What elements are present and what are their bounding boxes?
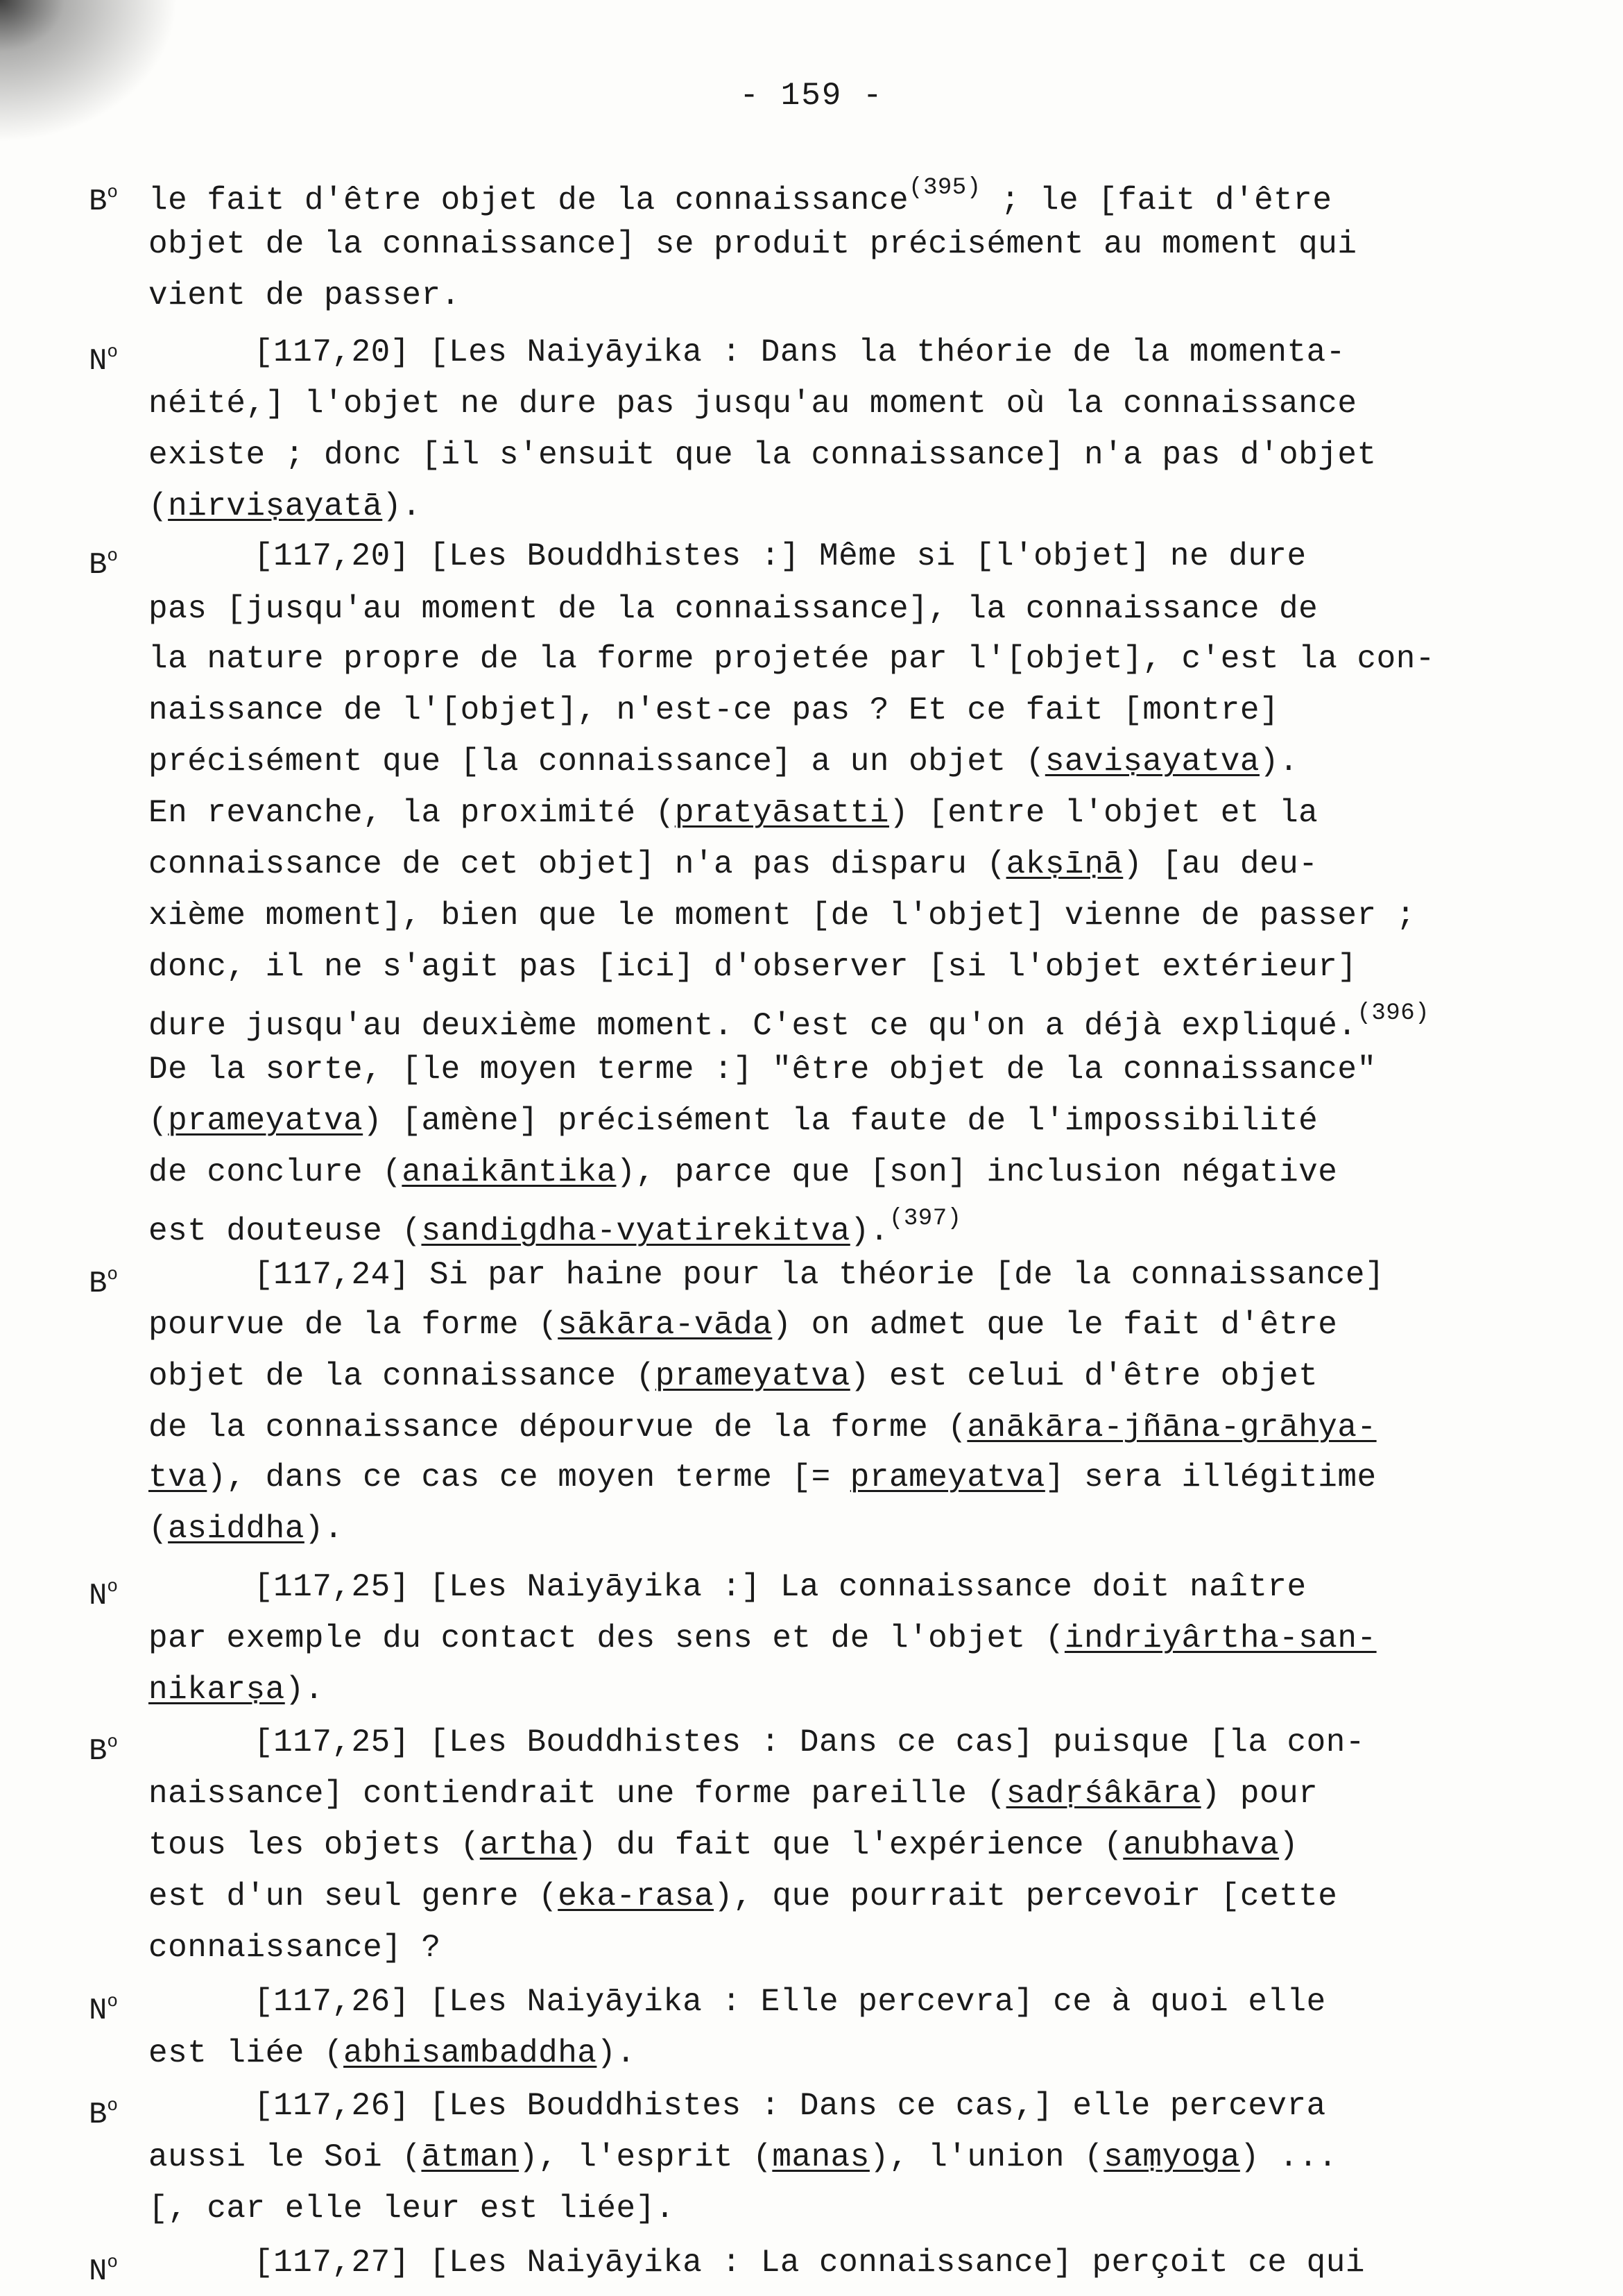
text-line (148, 386, 1357, 422)
text-run: ) [amène] précisément la faute de l'impossibilité (363, 1103, 1319, 1139)
text-run: par exemple du contact des sens et de l'objet ( (148, 1620, 1065, 1656)
speaker-marker: $B^o$ (89, 182, 119, 219)
sanskrit-term: prameyatva (168, 1103, 363, 1139)
text-run: donc, il ne s'agit pas [ici] d'observer [si l'objet extérieur] (148, 949, 1357, 985)
text-run: néité,] l'objet ne dure pas jusqu'au moment où la connaissance (148, 386, 1357, 422)
text-line (254, 2245, 1365, 2281)
text-run: ) [entre l'objet et la (888, 795, 1319, 831)
text-run: ) (1279, 1827, 1299, 1863)
text-run: ] sera illégitime (1045, 1459, 1377, 1496)
sanskrit-term: anubhava (1123, 1827, 1280, 1863)
text-line (148, 1000, 1429, 1044)
sanskrit-term: indriyârtha-san- (1064, 1620, 1377, 1656)
text-line (254, 1569, 1307, 1605)
text-run: [117,20] [Les Naiyāyika : Dans la théorie de la momenta- (254, 334, 1346, 370)
text-run: [117,25] [Les Naiyāyika :] La connaissance doit naître (254, 1569, 1307, 1605)
text-line (148, 1827, 1298, 1863)
text-run: ) [au deu- (1123, 846, 1319, 882)
text-line (148, 1103, 1318, 1139)
text-line (148, 1672, 324, 1708)
text-run: tous les objets ( (148, 1827, 480, 1863)
text-line (254, 334, 1346, 370)
text-run: ; le [fait d'être (981, 182, 1332, 219)
page-number: - 159 - (739, 78, 884, 114)
sanskrit-term: pratyāsatti (674, 795, 889, 831)
sanskrit-term: nikarṣa (148, 1672, 285, 1708)
sanskrit-term: eka-rasa (558, 1878, 714, 1914)
sanskrit-term: prameyatva (850, 1459, 1045, 1496)
text-run: connaissance de cet objet] n'a pas disparu ( (148, 846, 1006, 882)
text-line (148, 949, 1357, 985)
text-run: dure jusqu'au deuxième moment. C'est ce qu'on a déjà expliqué. (148, 1008, 1357, 1044)
text-run: de la connaissance dépourvue de la forme ( (148, 1410, 968, 1446)
text-line (148, 846, 1318, 882)
text-line (148, 2191, 675, 2227)
footnote-ref: (396) (1357, 1000, 1430, 1027)
sanskrit-term: sākāra-vāda (558, 1307, 773, 1343)
text-run: le fait d'être objet de la connaissance (148, 182, 909, 219)
text-run: la nature propre de la forme projetée par l'[objet], c'est la con- (148, 641, 1435, 677)
text-line (148, 1511, 343, 1547)
text-run: ( (148, 488, 169, 524)
text-run: est douteuse ( (148, 1213, 422, 1249)
text-line (148, 226, 1357, 262)
text-line (148, 1052, 1377, 1088)
speaker-marker: $B^o$ (89, 1264, 119, 1301)
speaker-marker: $B^o$ (89, 545, 119, 583)
text-run: ) on admet que le fait d'être (772, 1307, 1338, 1343)
text-line (148, 795, 1318, 831)
text-line (148, 277, 461, 314)
text-run: connaissance] ? (148, 1930, 441, 1966)
text-run: ( (148, 1103, 169, 1139)
text-run: ). (850, 1213, 889, 1249)
text-run: ) ... (1239, 2139, 1338, 2175)
text-run: objet de la connaissance] se produit précisément au moment qui (148, 226, 1357, 262)
speaker-marker: $B^o$ (89, 2095, 119, 2132)
sanskrit-term: anaikāntika (402, 1154, 617, 1190)
text-run: de conclure ( (148, 1154, 402, 1190)
text-line (254, 1984, 1326, 2020)
text-run: [117,26] [Les Naiyāyika : Elle percevra] ce à quoi elle (254, 1984, 1326, 2020)
text-run: ), l'esprit ( (519, 2139, 773, 2175)
sanskrit-term: akṣīṇā (1006, 846, 1124, 882)
text-line (148, 641, 1435, 677)
text-run: pas [jusqu'au moment de la connaissance], la connaissance de (148, 591, 1319, 627)
text-run: ). (1259, 744, 1299, 780)
speaker-marker: $N^o$ (89, 1991, 119, 2028)
text-line (254, 1257, 1384, 1293)
text-run: vient de passer. (148, 277, 461, 314)
text-run: [117,26] [Les Bouddhistes : Dans ce cas,] elle percevra (254, 2088, 1326, 2124)
text-run: ). (304, 1511, 344, 1547)
sanskrit-term: tva (148, 1459, 207, 1496)
text-run: est d'un seul genre ( (148, 1878, 558, 1914)
text-line (148, 1930, 441, 1966)
text-line (148, 1154, 1337, 1190)
text-line (254, 2088, 1326, 2124)
text-run: xième moment], bien que le moment [de l'objet] vienne de passer ; (148, 898, 1416, 934)
text-run: aussi le Soi ( (148, 2139, 422, 2175)
text-run: ) du fait que l'expérience ( (577, 1827, 1124, 1863)
speaker-marker: $N^o$ (89, 2252, 119, 2289)
speaker-marker: $N^o$ (89, 1576, 119, 1613)
text-line (148, 898, 1416, 934)
speaker-marker: $B^o$ (89, 1731, 119, 1769)
sanskrit-term: abhisambaddha (343, 2035, 597, 2071)
text-run: objet de la connaissance ( (148, 1358, 655, 1394)
sanskrit-term: prameyatva (655, 1358, 850, 1394)
sanskrit-term: manas (772, 2139, 870, 2175)
text-line (148, 437, 1377, 473)
text-run: ) pour (1201, 1776, 1319, 1812)
text-line (148, 1307, 1337, 1343)
text-run: De la sorte, [le moyen terme :] "être objet de la connaissance" (148, 1052, 1377, 1088)
text-run: ), dans ce cas ce moyen terme [= (207, 1459, 850, 1496)
text-run: pourvue de la forme ( (148, 1307, 558, 1343)
text-line (148, 744, 1298, 780)
sanskrit-term: sadṛśâkāra (1006, 1776, 1201, 1812)
text-run: [117,24] Si par haine pour la théorie [de la connaissance] (254, 1257, 1385, 1293)
text-line (148, 1358, 1318, 1394)
text-run: ), que pourrait percevoir [cette (714, 1878, 1338, 1914)
text-run: ( (148, 1511, 169, 1547)
text-line (254, 538, 1307, 574)
text-run: [117,25] [Les Bouddhistes : Dans ce cas] puisque [la con- (254, 1724, 1365, 1760)
footnote-ref: (395) (909, 175, 981, 201)
text-run: naissance] contiendrait une forme pareille ( (148, 1776, 1006, 1812)
text-line (148, 1206, 962, 1249)
text-line (148, 2139, 1337, 2175)
text-run: ) est celui d'être objet (850, 1358, 1319, 1394)
footnote-ref: (397) (889, 1206, 962, 1232)
text-line (148, 1459, 1377, 1496)
text-run: précisément que [la connaissance] a un objet ( (148, 744, 1045, 780)
text-run: naissance de l'[objet], n'est-ce pas ? Et ce fait [montre] (148, 692, 1280, 728)
sanskrit-term: anākāra-jñāna-grāhya- (967, 1410, 1377, 1446)
text-line (148, 591, 1318, 627)
text-line (148, 2035, 636, 2071)
text-line (254, 1724, 1365, 1760)
text-run: existe ; donc [il s'ensuit que la connaissance] n'a pas d'objet (148, 437, 1377, 473)
text-run: En revanche, la proximité ( (148, 795, 675, 831)
text-run: est liée ( (148, 2035, 344, 2071)
text-run: [, car elle leur est liée]. (148, 2191, 675, 2227)
text-line (148, 1878, 1337, 1914)
text-run: ). (596, 2035, 636, 2071)
text-line (148, 175, 1332, 219)
sanskrit-term: sandigdha-vyatirekitva (421, 1213, 850, 1249)
sanskrit-term: nirviṣayatā (168, 488, 383, 524)
text-run: ), l'union ( (869, 2139, 1104, 2175)
text-run: [117,27] [Les Naiyāyika : La connaissance] perçoit ce qui (254, 2245, 1365, 2281)
text-run: ). (382, 488, 422, 524)
text-run: ). (284, 1672, 324, 1708)
text-run: ), parce que [son] inclusion négative (616, 1154, 1338, 1190)
text-line (148, 1620, 1377, 1656)
sanskrit-term: saviṣayatva (1045, 744, 1260, 780)
sanskrit-term: saṃyoga (1104, 2139, 1240, 2175)
text-line (148, 692, 1279, 728)
sanskrit-term: ātman (421, 2139, 519, 2175)
text-line (148, 1410, 1377, 1446)
text-line (148, 488, 421, 524)
sanskrit-term: asiddha (168, 1511, 304, 1547)
sanskrit-term: artha (479, 1827, 578, 1863)
text-run: [117,20] [Les Bouddhistes :] Même si [l'objet] ne dure (254, 538, 1307, 574)
text-line (148, 1776, 1318, 1812)
speaker-marker: $N^o$ (89, 341, 119, 379)
